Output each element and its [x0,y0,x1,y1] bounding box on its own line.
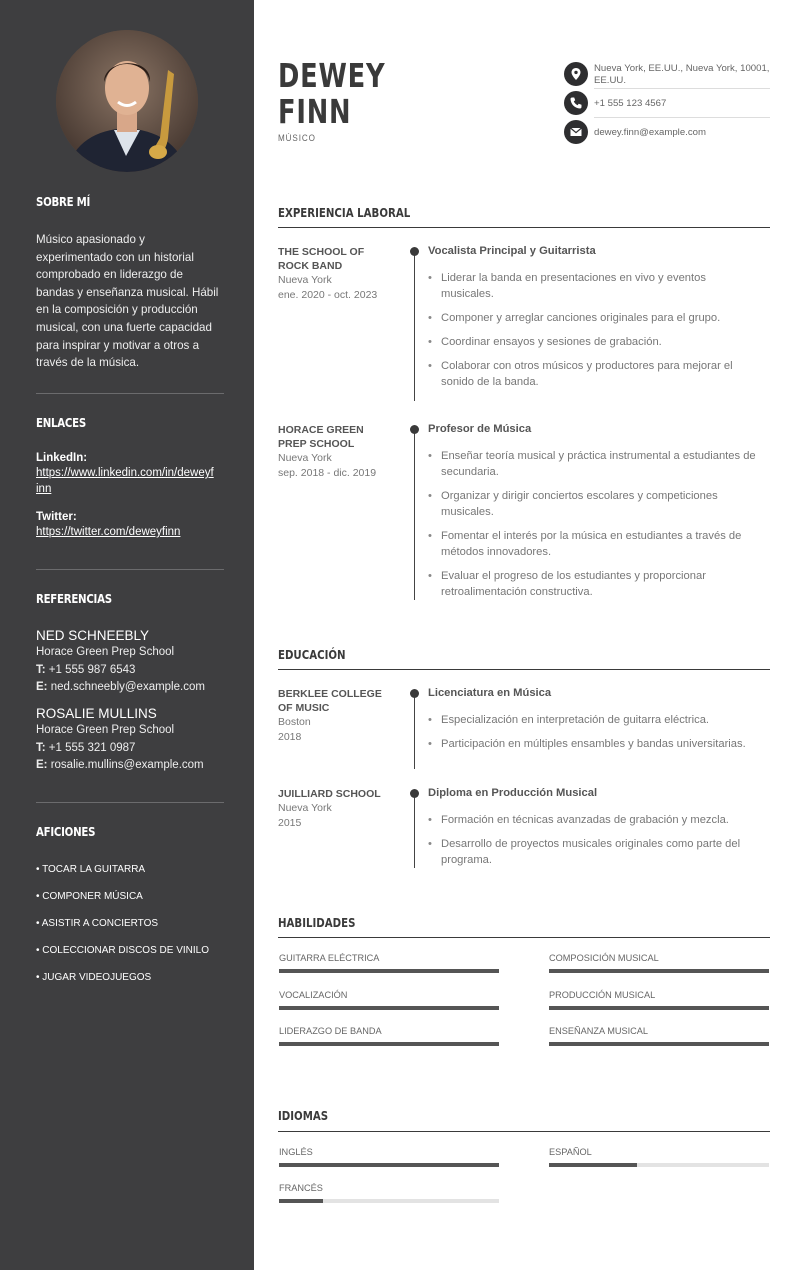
entry-role: Licenciatura en Música [428,687,552,699]
entry-dates: 2018 [278,731,302,743]
skill-bar-fill [279,1042,499,1046]
skill-label: PRODUCCIÓN MUSICAL [549,990,656,1000]
reference-item [36,628,224,696]
skill-bar-track [279,1042,499,1046]
phone-label: T: [36,742,46,754]
experience-title [278,206,770,220]
divider [36,393,224,394]
entry-location: Nueva York [278,452,332,464]
skills-title [278,916,770,930]
link-label: Twitter: [36,511,77,523]
entry-dates: ene. 2020 - oct. 2023 [278,289,378,301]
skill-item [549,990,769,1000]
section-title-text: EXPERIENCIA LABORAL [278,206,411,220]
entry-location: Nueva York [278,802,332,814]
languages-title [278,1109,770,1123]
skill-bar-track [549,969,769,973]
section-rule [278,1131,770,1132]
hobby-item: • TOCAR LA GUITARRA [36,864,146,875]
phone-label: T: [36,664,46,676]
bullet-item: • Evaluar el progreso de los estudiantes y proporcionar retroalimentación constructiva. [428,568,758,600]
language-bar-fill [279,1163,499,1167]
skill-label: VOCALIZACIÓN [279,990,348,1000]
timeline-dot [410,425,419,434]
org-name: THE SCHOOL OF ROCK BAND [278,246,365,272]
first-name: DEWEY [278,56,386,95]
entry-bullets [428,712,768,760]
section-title-text: IDIOMAS [278,1109,329,1123]
about-section [36,195,224,372]
language-bar-track [279,1163,499,1167]
reference-name: NED SCHNEEBLY [36,628,150,643]
skill-bar-fill [279,1006,499,1010]
reference-org: Horace Green Prep School [36,646,175,658]
mail-icon [564,120,588,144]
references-title: REFERENCIAS [36,592,112,606]
entry-role: Vocalista Principal y Guitarrista [428,245,596,257]
bullet-item: • Formación en técnicas avanzadas de grabación y mezcla. [428,812,763,828]
skill-bar-track [279,1006,499,1010]
timeline-dot [410,247,419,256]
linkedin-link[interactable]: https://www.linkedin.com/in/deweyfinn [36,467,214,495]
hobby-item: • ASISTIR A CONCIERTOS [36,918,159,929]
link-label: LinkedIn: [36,452,88,464]
timeline-line [414,429,415,600]
entry-bullets [428,270,758,398]
entry-organization [278,423,388,481]
language-bar-fill [549,1163,637,1167]
skill-item [549,953,769,963]
entry-dates: sep. 2018 - dic. 2019 [278,467,377,479]
entry-location: Nueva York [278,274,332,286]
skill-label: GUITARRA ELÉCTRICA [279,953,380,963]
skill-bar-track [279,969,499,973]
sidebar [0,0,254,1270]
candidate-role: MÚSICO [278,133,316,143]
skill-bar-fill [549,1006,769,1010]
hobby-item: • COLECCIONAR DISCOS DE VINILO [36,945,209,956]
bullet-item: • Enseñar teoría musical y práctica instrumental a estudiantes de secundaria. [428,448,758,480]
skill-bar-fill [549,1042,769,1046]
skill-item [279,1026,499,1036]
link-twitter [36,511,224,540]
phone-icon [564,91,588,115]
language-label: INGLÉS [279,1147,313,1157]
timeline-line [414,693,415,769]
language-bar-track [279,1199,499,1203]
org-name: HORACE GREEN PREP SCHOOL [278,424,364,450]
references-section [36,592,224,774]
bullet-item: • Colaborar con otros músicos y productores para mejorar el sonido de la banda. [428,358,758,390]
divider [36,802,224,803]
education-title [278,648,770,662]
section-rule [278,669,770,670]
bullet-item: • Especialización en interpretación de guitarra eléctrica. [428,712,768,728]
reference-email: ned.schneebly@example.com [50,681,205,693]
skill-item [279,953,499,963]
links-title: ENLACES [36,416,86,430]
divider [594,117,770,118]
skill-item [279,990,499,1000]
candidate-name [278,58,385,130]
link-linkedin [36,452,224,497]
bullet-item: • Componer y arreglar canciones originales para el grupo. [428,310,758,326]
org-name: JUILLIARD SCHOOL [278,788,381,800]
about-text: Músico apasionado y experimentado con un historial comprobado en liderazgo de bandas y enseñanza musical. Hábil en la composición y producción musical, con una fuerte capacidad para inspirar y motivar a otros a través de la música. [36,233,219,370]
language-label: FRANCÉS [279,1183,323,1193]
profile-photo [56,30,198,172]
last-name: FINN [278,92,352,131]
bullet-item: • Organizar y dirigir conciertos escolares y competiciones musicales. [428,488,758,520]
skill-bar-fill [279,969,499,973]
email-label: E: [36,759,48,771]
contact-email[interactable]: dewey.finn@example.com [594,127,706,138]
section-title-text: HABILIDADES [278,916,356,930]
entry-role: Diploma en Producción Musical [428,787,598,799]
entry-organization [278,787,388,831]
skill-bar-track [549,1042,769,1046]
section-rule [278,227,770,228]
entry-bullets [428,448,758,608]
reference-name: ROSALIE MULLINS [36,706,157,721]
reference-item [36,706,224,774]
timeline-dot [410,689,419,698]
entry-bullets [428,812,763,876]
entry-organization [278,687,388,745]
contact-phone: +1 555 123 4567 [594,98,667,109]
skill-item [549,1026,769,1036]
reference-phone: +1 555 987 6543 [48,664,136,676]
entry-role: Profesor de Música [428,423,532,435]
entry-location: Boston [278,716,311,728]
timeline-dot [410,789,419,798]
timeline-line [414,793,415,868]
about-title: SOBRE MÍ [36,195,91,209]
links-section [36,416,224,540]
reference-phone: +1 555 321 0987 [48,742,136,754]
bullet-item: • Desarrollo de proyectos musicales originales como parte del programa. [428,836,763,868]
location-pin-icon [564,62,588,86]
divider [594,88,770,89]
contact-address: Nueva York, EE.UU., Nueva York, 10001, EE.UU. [594,63,770,86]
twitter-link[interactable]: https://twitter.com/deweyfinn [36,526,181,538]
skill-bar-track [549,1006,769,1010]
skill-label: ENSEÑANZA MUSICAL [549,1026,649,1036]
hobby-item: • JUGAR VIDEOJUEGOS [36,972,152,983]
section-rule [278,937,770,938]
entry-dates: 2015 [278,817,302,829]
language-item [279,1183,499,1193]
language-bar-fill [279,1199,323,1203]
bullet-item: • Participación en múltiples ensambles y bandas universitarias. [428,736,768,752]
section-title-text: EDUCACIÓN [278,648,346,662]
language-label: ESPAÑOL [549,1147,592,1157]
hobby-item: • COMPONER MÚSICA [36,891,143,902]
reference-org: Horace Green Prep School [36,724,175,736]
reference-email: rosalie.mullins@example.com [50,759,204,771]
hobbies-title: AFICIONES [36,825,96,839]
entry-organization [278,245,388,303]
email-label: E: [36,681,48,693]
skill-label: COMPOSICIÓN MUSICAL [549,953,659,963]
bullet-item: • Fomentar el interés por la música en estudiantes a través de métodos innovadores. [428,528,758,560]
language-bar-track [549,1163,769,1167]
org-name: BERKLEE COLLEGE OF MUSIC [278,688,382,714]
language-item [549,1147,769,1157]
divider [36,569,224,570]
skill-label: LIDERAZGO DE BANDA [279,1026,382,1036]
language-item [279,1147,499,1157]
hobbies-section [36,825,224,998]
bullet-item: • Coordinar ensayos y sesiones de grabación. [428,334,758,350]
timeline-line [414,251,415,401]
bullet-item: • Liderar la banda en presentaciones en vivo y eventos musicales. [428,270,758,302]
skill-bar-fill [549,969,769,973]
